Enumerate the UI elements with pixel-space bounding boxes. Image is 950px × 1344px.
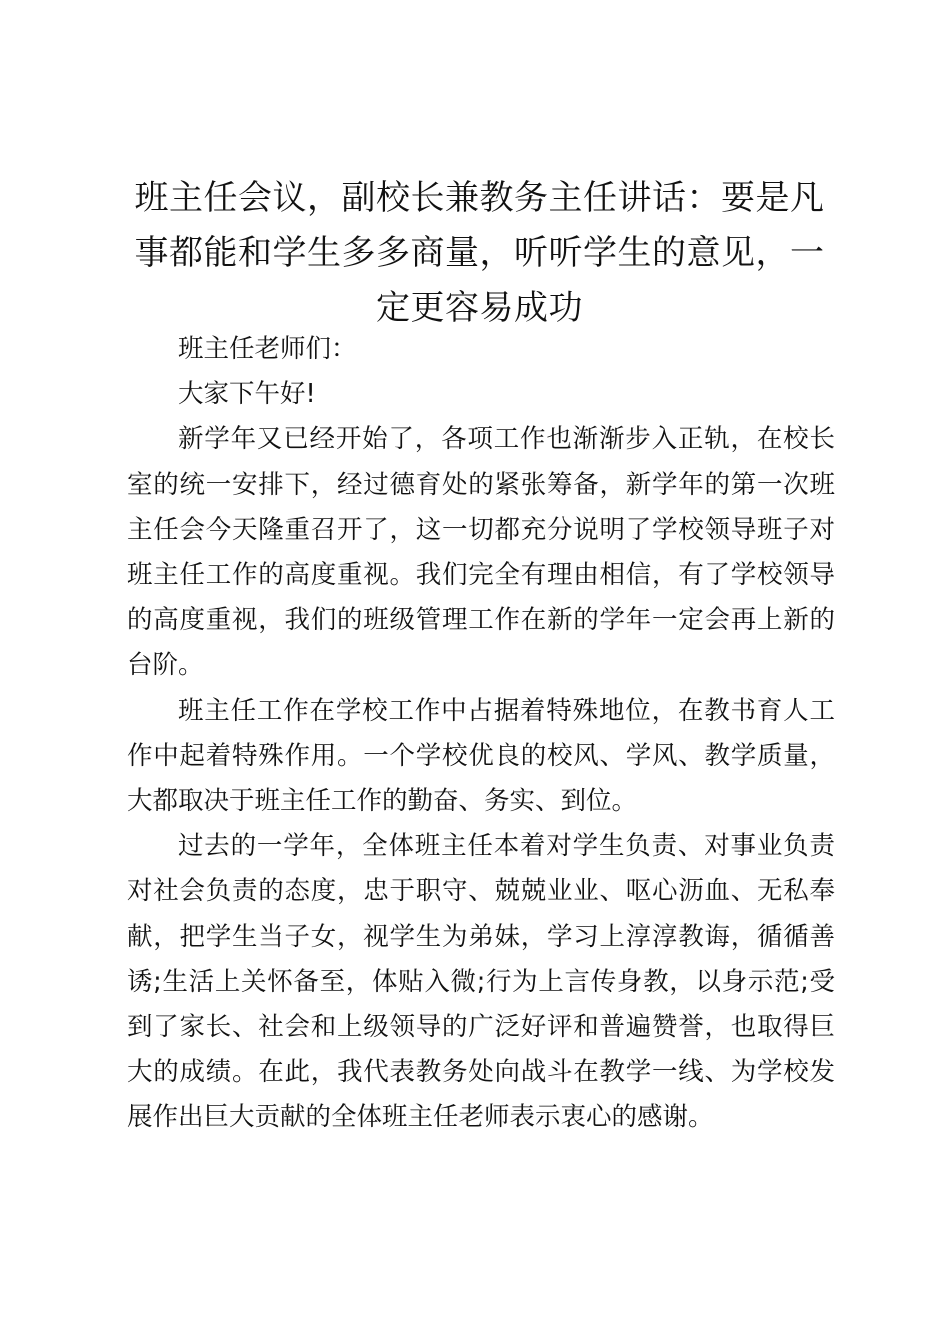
paragraph: 新学年又已经开始了，各项工作也渐渐步入正轨，在校长室的统一安排下，经过德育处的紧张筹备，新学年的第一次班主任会今天隆重召开了，这一切都充分说明了学校领导班子对班主任工作的高度重视。我们完全有理由相信，有了学校领导的高度重视，我们的班级管理工作在新的学年一定会再上新的台阶。 [127,424,835,681]
document-body [127,327,835,1141]
greeting: 大家下午好! [178,379,316,410]
paragraph: 过去的一学年，全体班主任本着对学生负责、对事业负责对社会负责的态度，忠于职守、兢兢业业、呕心沥血、无私奉献，把学生当子女，视学生为弟妹，学习上淳淳教诲，循循善诱;生活上关怀备至，体贴入微;行为上言传身教，以身示范;受到了家长、社会和上级领导的广泛好评和普遍赞誉，也取得巨大的成绩。在此，我代表教务处向战斗在教学一线、为学校发展作出巨大贡献的全体班主任老师表示衷心的感谢。 [127,831,835,1133]
document-title: 班主任会议，副校长兼教务主任讲话：要是凡事都能和学生多多商量，听听学生的意见，一定更容易成功 [134,178,825,328]
salutation: 班主任老师们： [178,334,357,364]
paragraph: 班主任工作在学校工作中占据着特殊地位，在教书育人工作中起着特殊作用。一个学校优良的校风、学风、教学质量，大都取决于班主任工作的勤奋、务实、到位。 [127,695,835,817]
